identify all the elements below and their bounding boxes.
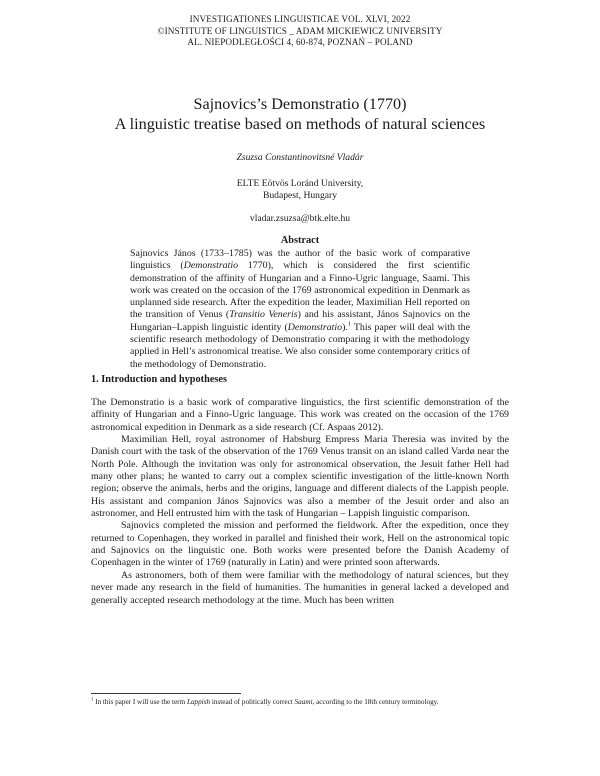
abstract-text <box>130 248 470 371</box>
paper-title <box>0 95 600 134</box>
paper-title-line-2: A linguistic treatise based on methods of natural sciences <box>114 114 486 133</box>
footnote-divider <box>91 693 241 694</box>
abstract-italic-run: Demonstratio <box>287 321 343 333</box>
footnote-number: 1 <box>91 697 94 703</box>
abstract-text-run: ) and his assistant, János Sajnovics on the Hungarian–Lappish linguistic identity ( <box>130 309 470 333</box>
abstract-italic-run: Transitio Veneris <box>229 309 298 321</box>
body-paragraph-3: Sajnovics completed the mission and performed the fieldwork. After the expedition, once they returned to Copenhagen, they worked in parallel and finished their work, Hell on the astronomical topic and Sajnovics on the linguistic one. Both works were presented before the Danish Academy of Copenhagen in the winter of 1769 (naturally in Latin) and were printed soon afterwards. <box>91 520 509 569</box>
body-paragraph-2: Maximilian Hell, royal astronomer of Habsburg Empress Maria Theresia was invited by the Danish court with the task of the observation of the 1769 Venus transit on an island called Vardø near the North Pole. Although the invitation was only for astronomical observation, the Jesuit father Hell had many other plans; he wanted to carry out a complex scientific investigation of the little-known North region; observe the animals, herbs and the origins, language and different dialects of the Lappish people. His assistant and companion János Sajnovics was also a member of the Jesuit order and also an astronomer, and Hell entrusted him with the task of Hungarian – Lappish linguistic comparison. <box>91 434 509 520</box>
affiliation-line-1: ELTE Eötvös Loránd University, <box>236 178 364 189</box>
footnote-text-run: instead of politically correct <box>210 698 295 706</box>
footnote-text-run: , according to the 18th century terminology. <box>312 698 439 706</box>
abstract-italic-run: Demonstratio <box>183 260 239 272</box>
affiliation-line-2: Budapest, Hungary <box>262 190 338 202</box>
author-affiliation <box>0 178 600 203</box>
author-email: vladar.zsuzsa@btk.elte.hu <box>249 213 351 224</box>
abstract-text-run: ). <box>342 321 348 333</box>
author-name: Zsuzsa Constantinovitsné Vladár <box>236 152 364 163</box>
footnote-italic-run: Saami <box>294 698 313 706</box>
footnote-italic-run: Lappish <box>186 698 211 706</box>
body-paragraph-4: As astronomers, both of them were familiar with the methodology of natural sciences, but they never made any research in the field of humanities. The humanities in general lacked a developed and generally accepted research methodology at the time. Much has been written <box>91 569 509 606</box>
body-text <box>91 397 509 607</box>
paper-title-line-1: Sajnovics’s Demonstratio (1770) <box>193 95 407 113</box>
abstract-text-run: Sajnovics János (1733–1785) was the author of the basic work of comparative linguistics ( <box>130 248 470 272</box>
journal-header <box>0 14 600 49</box>
footnote <box>91 698 521 707</box>
section-heading: 1. Introduction and hypotheses <box>91 374 227 385</box>
abstract-text-run: This paper will deal with the scientific research methodology of Demonstratio comparing it with the methodology applied in Hell’s astronomical treatise. We also consider some contemporary critics of the methodology of Demonstratio. <box>130 321 470 370</box>
journal-header-line-3: AL. NIEPODLEGŁOŚCI 4, 60-874, POZNAŃ – POLAND <box>187 37 413 48</box>
abstract-text-run: 1770), which is considered the first scientific demonstration of the affinity of Hungarian and a Finno-Ugric language, Saami. This work was created on the occasion of the 1769 astronomical expedition in Denmark as unplanned side research. After the expedition the leader, Maximilian Hell reported on the transition of Venus ( <box>130 260 470 321</box>
footnote-text-run: In this paper I will use the term <box>93 698 187 706</box>
body-paragraph-1: The Demonstratio is a basic work of comparative linguistics, the first scientific demonstration of the affinity of Hungarian and a Finno-Ugric language. This work was created on the occasion of the 1769 astronomical expedition in Denmark as a side research (Cf. Aspaas 2012). <box>91 397 509 433</box>
journal-header-line-2: ©INSTITUTE OF LINGUISTICS _ ADAM MICKIEWICZ UNIVERSITY <box>157 25 443 36</box>
journal-header-line-1: INVESTIGATIONES LINGUISTICAE VOL. XLVI, 2022 <box>189 14 411 24</box>
abstract-heading: Abstract <box>280 235 320 246</box>
footnote-reference: 1 <box>347 320 352 328</box>
